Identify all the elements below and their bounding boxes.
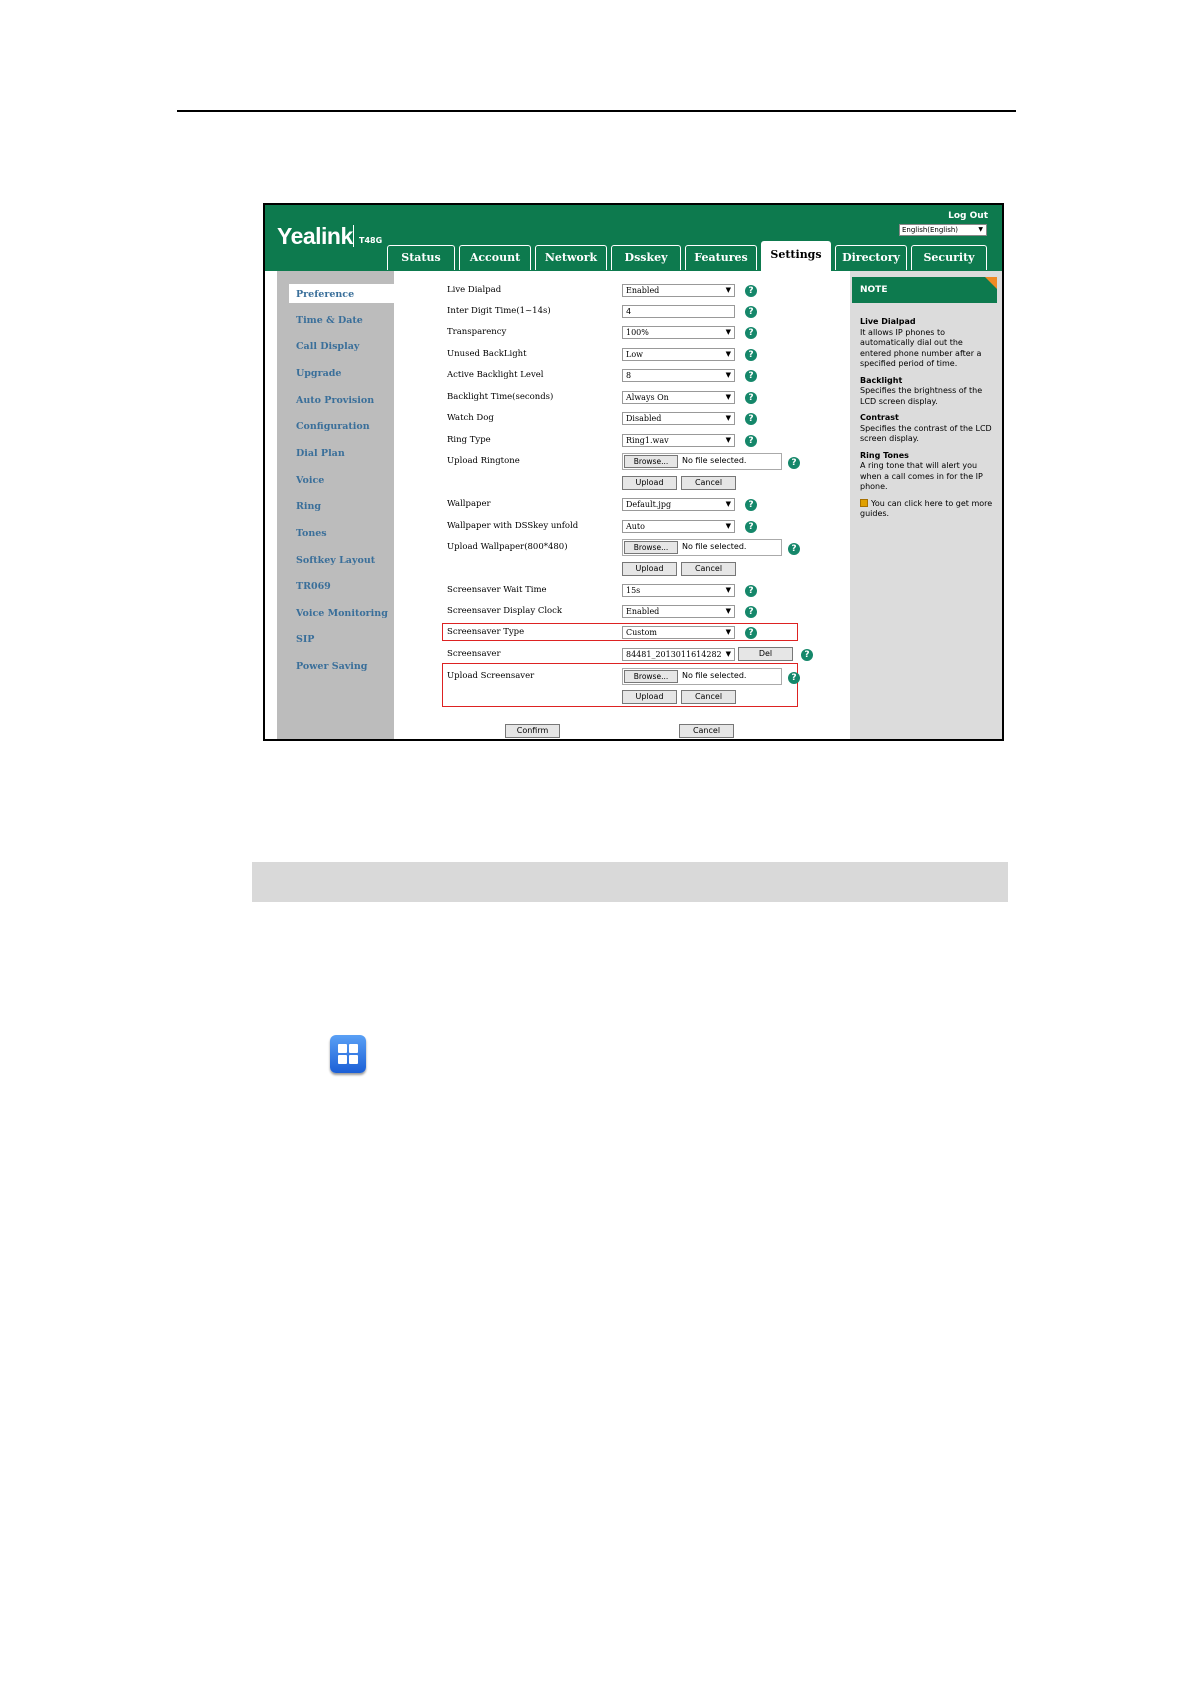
upload-button[interactable]: Upload [622, 476, 677, 490]
help-icon[interactable]: ? [745, 521, 757, 533]
chevron-down-icon: ▼ [725, 500, 731, 508]
unused-backlight-select[interactable]: Low ▼ [622, 348, 735, 361]
sidebar-item-preference[interactable]: Preference [296, 289, 355, 300]
sidebar-item-tr069[interactable]: TR069 [296, 581, 331, 592]
active-backlight-select[interactable]: 8 ▼ [622, 369, 735, 382]
chevron-down-icon: ▼ [725, 371, 731, 379]
upload-button[interactable]: Upload [622, 690, 677, 704]
tab-security[interactable]: Security [911, 245, 987, 270]
confirm-button[interactable]: Confirm [505, 724, 560, 738]
no-file-text: No file selected. [682, 671, 747, 680]
no-file-text: No file selected. [682, 542, 747, 551]
sidebar-item-softkey-layout[interactable]: Softkey Layout [296, 555, 376, 566]
help-icon[interactable]: ? [788, 672, 800, 684]
chevron-down-icon: ▼ [725, 393, 731, 401]
page-top-rule [177, 110, 1016, 112]
chevron-down-icon: ▼ [725, 607, 731, 615]
cancel-button[interactable]: Cancel [681, 690, 736, 704]
help-icon[interactable]: ? [745, 413, 757, 425]
wallpaper-label: Wallpaper [447, 499, 491, 509]
help-icon[interactable]: ? [745, 285, 757, 297]
wallpaper-file-field[interactable] [622, 539, 782, 556]
note-live-dialpad-text: It allows IP phones to automatically dial out the entered phone number after a specified period of time. [860, 327, 982, 368]
note-backlight-text: Specifies the brightness of the LCD screen display. [860, 386, 983, 406]
wallpaper-select[interactable]: Default.jpg ▼ [622, 498, 735, 511]
help-icon[interactable]: ? [801, 649, 813, 661]
chevron-down-icon: ▼ [725, 436, 731, 444]
note-ring-title: Ring Tones [860, 450, 909, 460]
chevron-down-icon: ▼ [978, 226, 983, 233]
unused-backlight-label: Unused BackLight [447, 349, 527, 359]
note-ring-text: A ring tone that will alert you when a call comes in for the IP phone. [860, 461, 983, 491]
ss-clock-label: Screensaver Display Clock [447, 606, 563, 616]
note-guide-link[interactable]: You can click here to get more guides. [860, 498, 993, 518]
inter-digit-label: Inter Digit Time(1~14s) [447, 306, 551, 316]
chevron-down-icon: ▼ [725, 414, 731, 422]
help-icon[interactable]: ? [745, 392, 757, 404]
help-icon[interactable]: ? [745, 435, 757, 447]
tab-settings[interactable]: Settings [761, 241, 831, 271]
screensaver-file-field[interactable] [622, 668, 782, 685]
no-file-text: No file selected. [682, 456, 747, 465]
screensaver-select[interactable]: 84481_2013011614282 ▼ [622, 648, 735, 661]
sidebar-item-upgrade[interactable]: Upgrade [296, 368, 342, 379]
web-ui-screenshot [263, 203, 1004, 741]
ss-wait-label: Screensaver Wait Time [447, 585, 547, 595]
gray-section-bar [252, 862, 1008, 902]
note-live-dialpad-title: Live Dialpad [860, 317, 916, 326]
upload-wallpaper-label: Upload Wallpaper(800*480) [447, 542, 568, 552]
wallpaper-dsskey-label: Wallpaper with DSSkey unfold [447, 521, 579, 531]
help-icon[interactable]: ? [745, 627, 757, 639]
note-contrast-title: Contrast [860, 413, 899, 422]
upload-button[interactable]: Upload [622, 562, 677, 576]
upload-ringtone-label: Upload Ringtone [447, 456, 520, 466]
transparency-select[interactable]: 100% ▼ [622, 326, 735, 339]
live-dialpad-label: Live Dialpad [447, 285, 502, 295]
logout-link[interactable]: Log Out [948, 211, 988, 221]
tab-features[interactable]: Features [685, 245, 757, 270]
sidebar-item-power-saving[interactable]: Power Saving [296, 661, 368, 672]
browse-button[interactable]: Browse... [624, 541, 678, 554]
menu-grid-icon [330, 1035, 366, 1073]
yealink-logo: Yealink [277, 223, 353, 249]
screensaver-label: Screensaver [447, 649, 501, 659]
note-contrast-text: Specifies the contrast of the LCD screen display. [860, 423, 992, 443]
ss-clock-select[interactable]: Enabled ▼ [622, 605, 735, 618]
sidebar-item-voice[interactable]: Voice [296, 475, 325, 486]
ss-type-label: Screensaver Type [447, 627, 525, 637]
help-icon[interactable]: ? [745, 306, 757, 318]
sidebar-item-ring[interactable]: Ring [296, 501, 322, 512]
ring-type-label: Ring Type [447, 435, 491, 445]
note-title: NOTE [852, 277, 997, 303]
sidebar-item-call-display[interactable]: Call Display [296, 341, 360, 352]
help-icon[interactable]: ? [745, 349, 757, 361]
note-corner-flag [985, 277, 997, 289]
help-icon[interactable]: ? [745, 606, 757, 618]
sidebar-item-time-date[interactable]: Time & Date [296, 315, 363, 326]
ss-wait-select[interactable]: 15s ▼ [622, 584, 735, 597]
backlight-time-select[interactable]: Always On ▼ [622, 391, 735, 404]
upload-screensaver-label: Upload Screensaver [447, 671, 535, 681]
cancel-button[interactable]: Cancel [679, 724, 734, 738]
note-backlight-title: Backlight [860, 375, 903, 385]
tab-network[interactable]: Network [535, 245, 607, 270]
ss-type-select[interactable]: Custom ▼ [622, 626, 735, 639]
del-button[interactable]: Del [738, 647, 793, 661]
help-icon[interactable]: ? [745, 327, 757, 339]
live-dialpad-select[interactable]: Enabled ▼ [622, 284, 735, 297]
sidebar-item-dial-plan[interactable]: Dial Plan [296, 448, 345, 459]
ring-type-select[interactable]: Ring1.wav ▼ [622, 434, 735, 447]
tab-directory[interactable]: Directory [835, 245, 907, 270]
sidebar-item-configuration[interactable]: Configuration [296, 421, 370, 432]
sidebar-item-auto-provision[interactable]: Auto Provision [296, 395, 375, 406]
language-value: English(English) [902, 226, 959, 234]
guide-book-icon[interactable] [860, 499, 868, 507]
browse-button[interactable]: Browse... [624, 455, 678, 468]
note-body [860, 317, 996, 526]
watch-dog-select[interactable]: Disabled ▼ [622, 412, 735, 425]
sidebar-item-voice-monitoring[interactable]: Voice Monitoring [296, 608, 388, 619]
inter-digit-input[interactable]: 4 [622, 305, 735, 318]
chevron-down-icon: ▼ [725, 522, 731, 530]
cancel-button[interactable]: Cancel [681, 476, 736, 490]
help-icon[interactable]: ? [745, 499, 757, 511]
backlight-time-label: Backlight Time(seconds) [447, 392, 554, 402]
language-select[interactable] [899, 224, 987, 236]
header-bar [265, 205, 1002, 271]
active-backlight-label: Active Backlight Level [447, 370, 544, 380]
help-icon[interactable]: ? [788, 457, 800, 469]
chevron-down-icon: ▼ [725, 350, 731, 358]
ringtone-file-field[interactable] [622, 453, 782, 470]
sidebar-item-tones[interactable]: Tones [296, 528, 327, 539]
help-icon[interactable]: ? [745, 370, 757, 382]
sidebar-item-sip[interactable]: SIP [296, 634, 315, 645]
help-icon[interactable]: ? [788, 543, 800, 555]
logo-separator [353, 225, 354, 247]
help-icon[interactable]: ? [745, 585, 757, 597]
model-label: T48G [359, 236, 383, 245]
chevron-down-icon: ▼ [725, 586, 731, 594]
chevron-down-icon: ▼ [725, 286, 731, 294]
cancel-button[interactable]: Cancel [681, 562, 736, 576]
chevron-down-icon: ▼ [725, 328, 731, 336]
tab-dsskey[interactable]: Dsskey [611, 245, 681, 270]
chevron-down-icon: ▼ [725, 628, 731, 636]
wallpaper-dsskey-select[interactable]: Auto ▼ [622, 520, 735, 533]
transparency-label: Transparency [447, 327, 507, 337]
chevron-down-icon: ▼ [725, 650, 731, 658]
tab-account[interactable]: Account [459, 245, 531, 270]
tab-status[interactable]: Status [387, 245, 455, 270]
browse-button[interactable]: Browse... [624, 670, 678, 683]
watch-dog-label: Watch Dog [447, 413, 494, 423]
